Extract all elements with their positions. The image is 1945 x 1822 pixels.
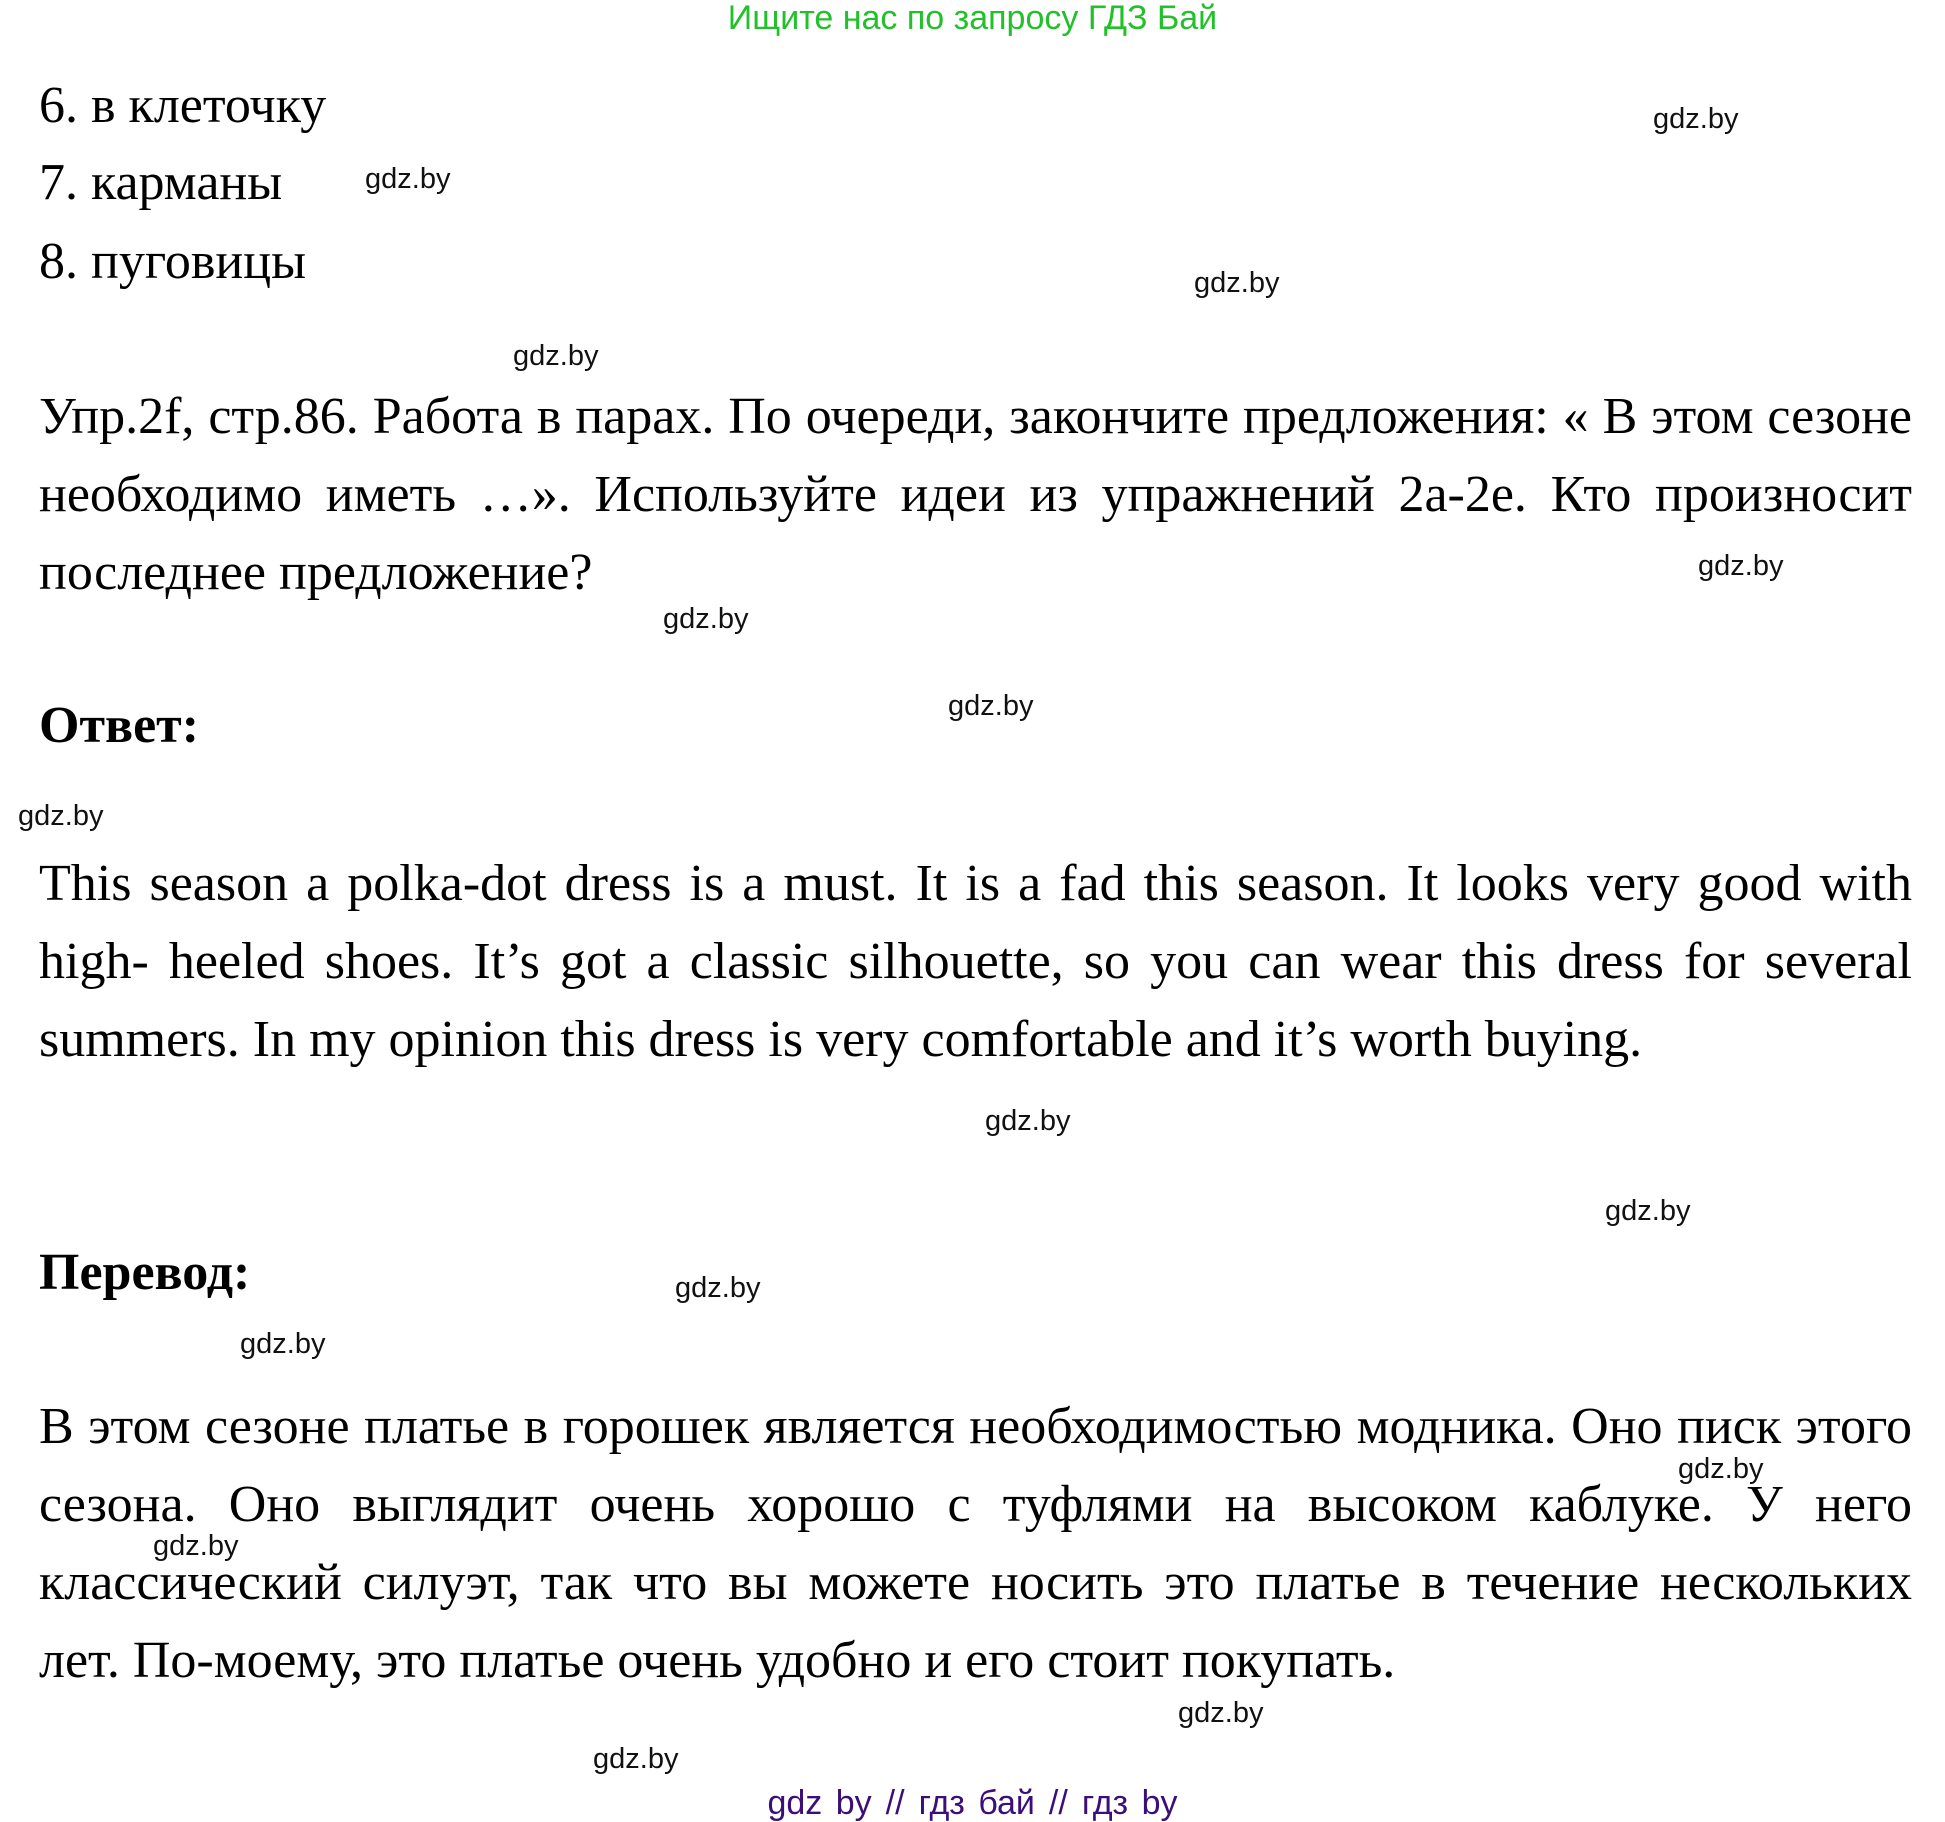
watermark: gdz.by <box>948 690 1034 722</box>
list-item-text: пуговицы <box>91 233 307 290</box>
watermark: gdz.by <box>240 1328 326 1360</box>
footer-separator: // <box>885 1784 905 1822</box>
watermark: gdz.by <box>663 603 749 635</box>
footer-link-gdz-by[interactable]: gdz by <box>767 1784 872 1822</box>
footer-link-gdz-by-cyr[interactable]: гдз by <box>1081 1784 1178 1822</box>
watermark: gdz.by <box>593 1743 679 1775</box>
watermark: gdz.by <box>1178 1697 1264 1729</box>
search-promo-banner: Ищите нас по запросу ГДЗ Бай <box>727 0 1218 37</box>
watermark: gdz.by <box>513 340 599 372</box>
footer-link-gdz-bai[interactable]: гдз бай <box>918 1784 1035 1822</box>
watermark: gdz.by <box>1605 1195 1691 1227</box>
translation-text: В этом сезоне платье в горошек является необходимостью модника. Оно писк этого сезона. Оно выглядит очень хорошо с туфлями на высоком каблуке. У него классический силуэт, так что вы можете носить это платье в течение нескольких лет. По-моему, это платье очень удобно и его стоит покупать. <box>39 1398 1912 1689</box>
list-item-text: карманы <box>91 154 283 211</box>
answer-text: This season a polka-dot dress is a must. It is a fad this season. It looks very good with high- heeled shoes. It’s got a classic silhouette, so you can wear this dress for several summers. In my opinion this dress is very comfortable and it’s worth buying. <box>39 855 1912 1068</box>
translation-heading: Перевод: <box>39 1244 251 1301</box>
watermark: gdz.by <box>1653 103 1739 135</box>
watermark: gdz.by <box>675 1272 761 1304</box>
list-item-number: 8. <box>39 233 78 290</box>
watermark: gdz.by <box>985 1105 1071 1137</box>
list-item <box>39 153 282 213</box>
watermark: gdz.by <box>1698 550 1784 582</box>
list-item-number: 7. <box>39 154 78 211</box>
list-item-number: 6. <box>39 77 78 134</box>
watermark: gdz.by <box>365 163 451 195</box>
list-item <box>39 232 306 292</box>
list-item-text: в клеточку <box>91 77 327 134</box>
answer-heading: Ответ: <box>39 697 200 754</box>
footer-banner <box>0 1785 1945 1821</box>
list-item <box>39 76 326 136</box>
task-statement: Упр.2f, стр.86. Работа в парах. По очереди, закончите предложения: « В этом сезоне необходимо иметь …». Используйте идеи из упражнений 2a-2e. Кто произносит последнее предложение? <box>39 388 1912 601</box>
watermark: gdz.by <box>153 1530 239 1562</box>
watermark: gdz.by <box>1678 1453 1764 1485</box>
footer-separator: // <box>1048 1784 1068 1822</box>
watermark: gdz.by <box>1194 267 1280 299</box>
watermark: gdz.by <box>18 800 104 832</box>
